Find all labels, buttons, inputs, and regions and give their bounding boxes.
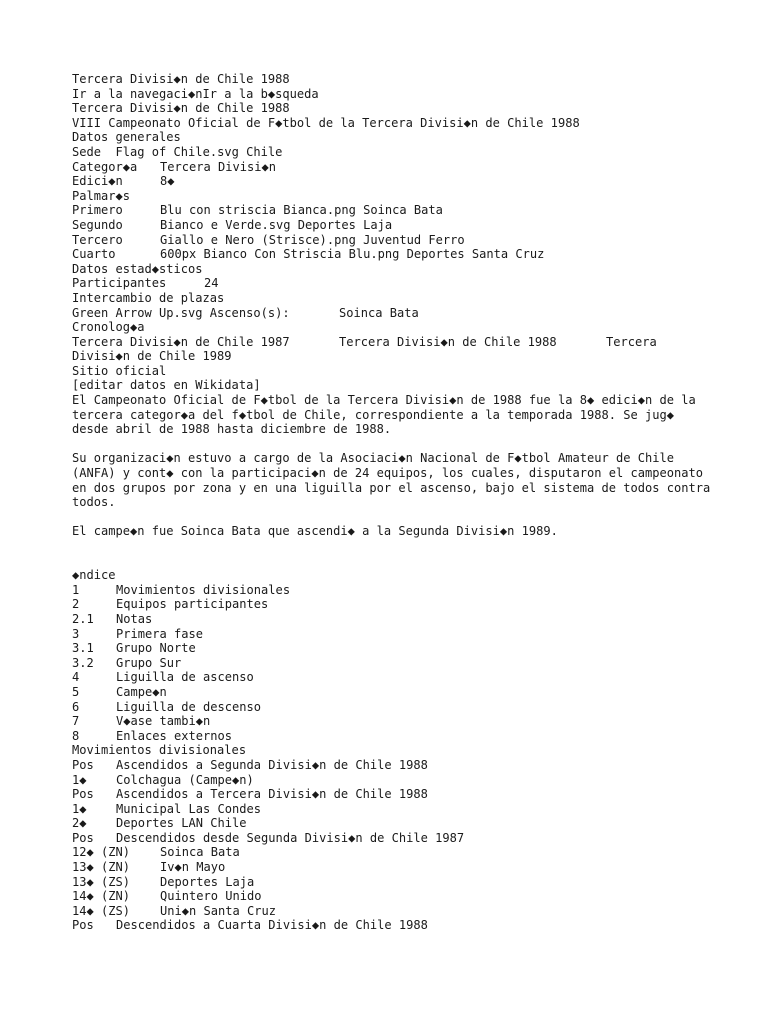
table-title[interactable]: Descendidos desde Segunda Divisi◆n de Chile 1987 xyxy=(116,830,465,845)
row-team[interactable]: Municipal Las Condes xyxy=(116,801,262,816)
categoria-value[interactable]: Tercera Divisi◆n xyxy=(160,159,277,174)
edicion-label: Edici◆n xyxy=(72,174,123,189)
row-team[interactable]: Deportes Laja xyxy=(160,874,255,889)
toc-item[interactable] xyxy=(72,641,712,656)
infobox-row-edicion xyxy=(72,174,712,189)
row-team[interactable]: Uni◆n Santa Cruz xyxy=(160,903,277,918)
toc-number: 2.1 xyxy=(72,611,94,626)
section-heading-movimientos: Movimientos divisionales xyxy=(72,743,247,758)
toc-number: 1 xyxy=(72,582,80,597)
toc-number: 7 xyxy=(72,714,80,729)
palmares-team[interactable]: 600px Bianco Con Striscia Blu.png Deportes Santa Cruz xyxy=(160,247,545,262)
infobox-caption: VIII Campeonato Oficial de F◆tbol de la Tercera Divisi◆n de Chile 1988 xyxy=(72,115,580,130)
skip-nav-links[interactable]: Ir a la navegaci◆nIr a la b◆squeda xyxy=(72,86,319,101)
toc-label[interactable]: Equipos participantes xyxy=(116,597,269,612)
toc-label[interactable]: Enlaces externos xyxy=(116,728,233,743)
toc-number: 2 xyxy=(72,597,80,612)
row-pos: 13◆ (ZN) xyxy=(72,860,131,875)
wikidata-edit-link[interactable]: [editar datos en Wikidata] xyxy=(72,378,261,393)
palmares-label: Cuarto xyxy=(72,247,116,262)
edicion-value: 8◆ xyxy=(160,174,175,189)
row-team[interactable]: Quintero Unido xyxy=(160,889,262,904)
organization-paragraph: Su organizaci◆n estuvo a cargo de la Asociaci◆n Nacional de F◆tbol Amateur de Chile (ANFA) y cont◆ con la participaci◆n de 24 equipos, los cuales, disputaron el campeonato en dos grupos por zona y en una liguilla por el ascenso, bajo el sistema de todos contra todos. xyxy=(72,451,711,510)
table-row xyxy=(72,860,712,875)
toc-number: 6 xyxy=(72,699,80,714)
ascenso-value[interactable]: Soinca Bata xyxy=(339,305,419,320)
palmares-label: Tercero xyxy=(72,232,123,247)
table-row xyxy=(72,802,712,817)
toc-item[interactable] xyxy=(72,583,712,598)
toc-label[interactable]: Movimientos divisionales xyxy=(116,582,291,597)
infobox-row-participantes xyxy=(72,276,712,291)
toc-label[interactable]: Notas xyxy=(116,611,153,626)
table-row xyxy=(72,773,712,788)
palmares-row xyxy=(72,233,712,248)
table-title[interactable]: Ascendidos a Tercera Divisi◆n de Chile 1988 xyxy=(116,787,428,802)
row-team[interactable]: Soinca Bata xyxy=(160,845,240,860)
toc-label[interactable]: Liguilla de descenso xyxy=(116,699,262,714)
infobox-stats-heading: Datos estad◆sticos xyxy=(72,261,203,276)
toc-item[interactable] xyxy=(72,597,712,612)
participantes-value: 24 xyxy=(204,276,219,291)
table-title[interactable]: Descendidos a Cuarta Divisi◆n de Chile 1988 xyxy=(116,918,428,933)
sede-label: Sede xyxy=(72,144,102,159)
toc-number: 3 xyxy=(72,626,80,641)
infobox-cronologia-heading: Cronolog◆a xyxy=(72,320,145,335)
row-team[interactable]: Iv◆n Mayo xyxy=(160,860,226,875)
row-pos: 14◆ (ZS) xyxy=(72,903,131,918)
toc-number: 4 xyxy=(72,670,80,685)
page-title: Tercera Divisi◆n de Chile 1988 xyxy=(72,72,290,86)
toc-heading: ◆ndice xyxy=(72,568,116,583)
infobox-general-heading: Datos generales xyxy=(72,130,181,145)
palmares-team[interactable]: Blu con striscia Bianca.png Soinca Bata xyxy=(160,203,443,218)
toc-item[interactable] xyxy=(72,685,712,700)
table-row xyxy=(72,845,712,860)
toc-number: 3.2 xyxy=(72,655,94,670)
toc-item[interactable] xyxy=(72,627,712,642)
table-header xyxy=(72,758,712,773)
palmares-row xyxy=(72,218,712,233)
row-pos: 13◆ (ZS) xyxy=(72,874,131,889)
cronologia-next-continued[interactable]: Divisi◆n de Chile 1989 xyxy=(72,349,232,364)
cronologia-next-link[interactable]: Tercera xyxy=(606,334,657,349)
toc-item[interactable] xyxy=(72,656,712,671)
ascenso-label: Green Arrow Up.svg Ascenso(s): xyxy=(72,305,290,320)
row-team[interactable]: Deportes LAN Chile xyxy=(116,816,247,831)
row-team[interactable]: Colchagua (Campe◆n) xyxy=(116,772,254,787)
table-header xyxy=(72,787,712,802)
toc-item[interactable] xyxy=(72,670,712,685)
toc-number: 8 xyxy=(72,728,80,743)
palmares-team[interactable]: Bianco e Verde.svg Deportes Laja xyxy=(160,217,393,232)
pos-header: Pos xyxy=(72,757,94,772)
intro-paragraph: El Campeonato Oficial de F◆tbol de la Tercera Divisi◆n de 1988 fue la 8◆ edici◆n de la tercera categor◆a del f◆tbol de Chile, correspondiente a la temporada 1988. Se jug◆ desde abril de 1988 hasta diciembre de 1988. xyxy=(72,393,696,437)
palmares-row xyxy=(72,247,712,262)
table-row xyxy=(72,904,712,919)
cronologia-current: Tercera Divisi◆n de Chile 1988 xyxy=(339,334,557,349)
infobox-palmares-heading: Palmar◆s xyxy=(72,188,131,203)
pos-header: Pos xyxy=(72,830,94,845)
article-heading: Tercera Divisi◆n de Chile 1988 xyxy=(72,101,290,116)
categoria-label: Categor◆a xyxy=(72,159,138,174)
sede-value[interactable]: Flag of Chile.svg Chile xyxy=(115,144,283,159)
row-pos: 12◆ (ZN) xyxy=(72,845,131,860)
toc-number: 3.1 xyxy=(72,641,94,656)
table-row xyxy=(72,875,712,890)
toc-label[interactable]: Grupo Norte xyxy=(116,641,196,656)
toc-label[interactable]: Primera fase xyxy=(116,626,204,641)
infobox-intercambio-heading: Intercambio de plazas xyxy=(72,290,225,305)
infobox-row-ascenso xyxy=(72,306,712,321)
champion-paragraph: El campe◆n fue Soinca Bata que ascendi◆ a la Segunda Divisi◆n 1989. xyxy=(72,524,558,539)
palmares-label: Primero xyxy=(72,203,123,218)
row-pos: 1◆ xyxy=(72,772,87,787)
pos-header: Pos xyxy=(72,918,94,933)
infobox-row-sede xyxy=(72,145,712,160)
cronologia-row xyxy=(72,335,712,350)
row-pos: 14◆ (ZN) xyxy=(72,889,131,904)
toc-number: 5 xyxy=(72,684,80,699)
pos-header: Pos xyxy=(72,787,94,802)
toc-item[interactable] xyxy=(72,700,712,715)
table-title[interactable]: Ascendidos a Segunda Divisi◆n de Chile 1988 xyxy=(116,757,428,772)
toc-item[interactable] xyxy=(72,729,712,744)
palmares-team[interactable]: Giallo e Nero (Strisce).png Juventud Ferro xyxy=(160,232,465,247)
palmares-row xyxy=(72,203,712,218)
toc-label[interactable]: Liguilla de ascenso xyxy=(116,670,254,685)
sitio-oficial-link[interactable]: Sitio oficial xyxy=(72,363,167,378)
participantes-label: Participantes xyxy=(72,276,167,291)
toc-label[interactable]: Campe◆n xyxy=(116,684,167,699)
document-page xyxy=(72,72,712,933)
table-row xyxy=(72,889,712,904)
infobox-row-categoria xyxy=(72,160,712,175)
row-pos: 1◆ xyxy=(72,801,87,816)
table-header xyxy=(72,918,712,933)
toc-item[interactable] xyxy=(72,612,712,627)
toc-label[interactable]: V◆ase tambi◆n xyxy=(116,714,211,729)
toc-item[interactable] xyxy=(72,714,712,729)
table-header xyxy=(72,831,712,846)
palmares-label: Segundo xyxy=(72,217,123,232)
row-pos: 2◆ xyxy=(72,816,87,831)
table-row xyxy=(72,816,712,831)
cronologia-prev-link[interactable]: Tercera Divisi◆n de Chile 1987 xyxy=(72,334,290,349)
toc-label[interactable]: Grupo Sur xyxy=(116,655,182,670)
